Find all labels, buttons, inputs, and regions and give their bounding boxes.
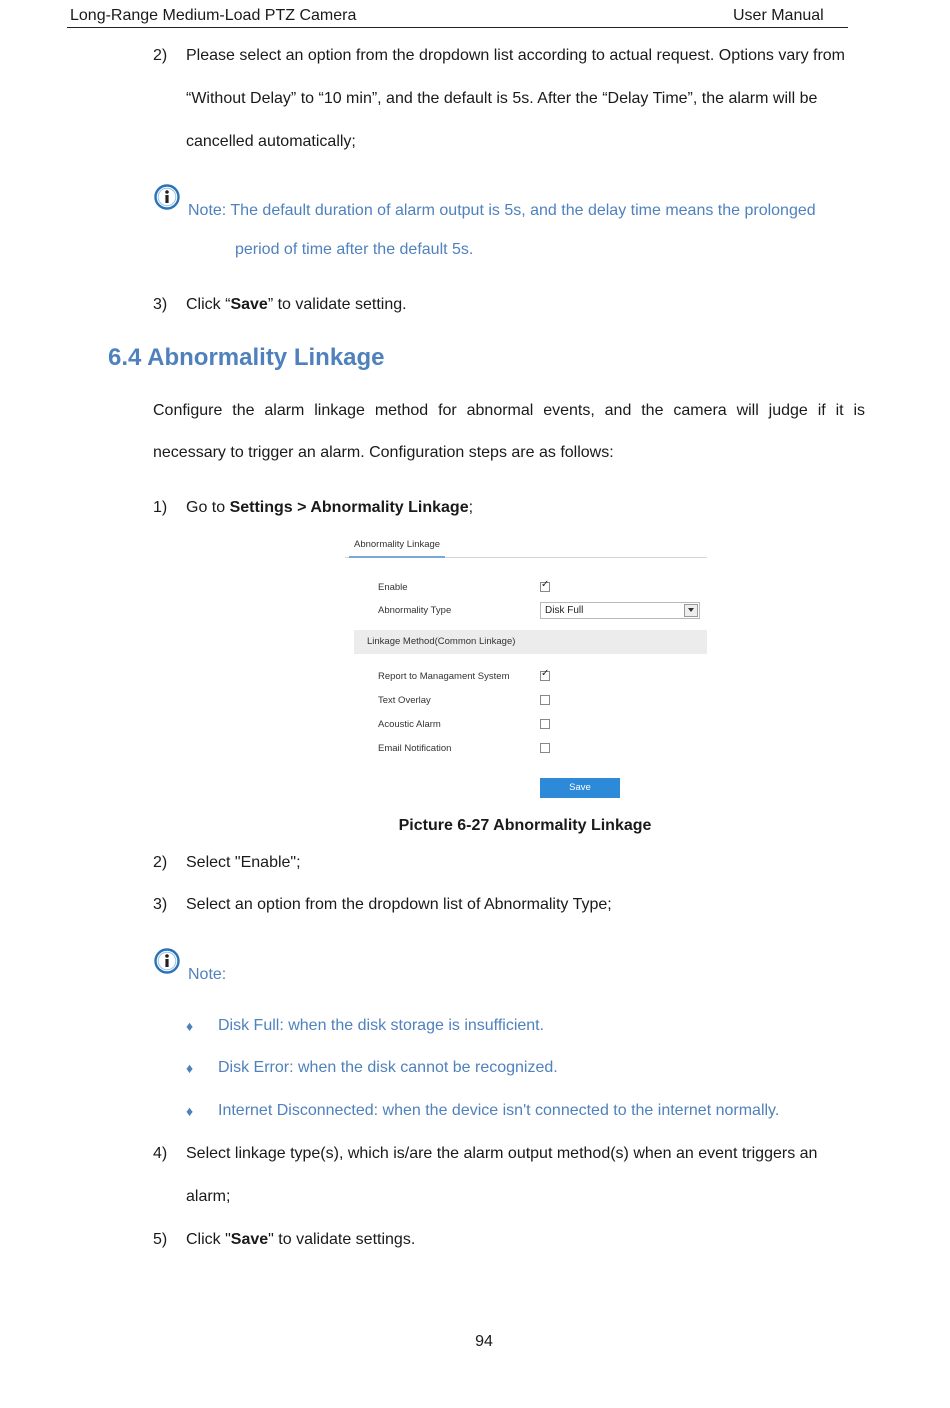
email-notification-checkbox[interactable] (540, 743, 550, 753)
option-label: Acoustic Alarm (378, 719, 441, 730)
step-text: Click “Save” to validate setting. (186, 296, 407, 313)
option-label: Email Notification (378, 743, 452, 754)
body-paragraph-line: necessary to trigger an alarm. Configuration steps are as follows: (153, 444, 614, 461)
header-manual-label: User Manual (733, 7, 824, 24)
body-paragraph-line: Configure the alarm linkage method for abnormal events, and the camera will judge if it is (153, 402, 865, 419)
dropdown-arrow-icon[interactable] (684, 604, 698, 617)
panel-tab-underline (349, 556, 445, 558)
option-label: Report to Managament System (378, 671, 510, 682)
step-text-line: Select linkage type(s), which is/are the alarm output method(s) when an event triggers an (186, 1145, 818, 1162)
note-text: period of time after the default 5s. (235, 241, 474, 258)
step-text-line: Please select an option from the dropdown list according to actual request. Options vary from (186, 47, 846, 64)
report-management-checkbox[interactable] (540, 668, 550, 681)
linkage-method-section (354, 630, 707, 654)
header-doc-title: Long-Range Medium-Load PTZ Camera (70, 7, 357, 24)
note-bullet-text: Internet Disconnected: when the device isn't connected to the internet normally. (218, 1102, 780, 1119)
abnormality-type-select[interactable] (540, 602, 700, 619)
save-keyword: Save (230, 296, 268, 313)
diamond-bullet-icon: ♦ (186, 1103, 194, 1119)
section-heading: 6.4 Abnormality Linkage (108, 344, 385, 371)
enable-checkbox[interactable] (540, 579, 550, 592)
check-icon: ✓ (541, 579, 550, 590)
figure-caption: Picture 6-27 Abnormality Linkage (398, 817, 652, 834)
step-number: 3) (153, 296, 168, 313)
acoustic-alarm-checkbox[interactable] (540, 719, 550, 729)
step-number: 2) (153, 854, 168, 871)
enable-label: Enable (378, 582, 408, 593)
option-label: Text Overlay (378, 695, 431, 706)
step-text: Click "Save" to validate settings. (186, 1231, 416, 1248)
step-number: 5) (153, 1231, 168, 1248)
diamond-bullet-icon: ♦ (186, 1060, 194, 1076)
step-number: 4) (153, 1145, 168, 1162)
step-text: Go to Settings > Abnormality Linkage; (186, 499, 474, 516)
step-text-line: alarm; (186, 1188, 231, 1205)
save-keyword: Save (230, 1231, 269, 1248)
text-overlay-checkbox[interactable] (540, 695, 550, 705)
note-bullet-text: Disk Error: when the disk cannot be recognized. (218, 1059, 558, 1076)
step-number: 2) (153, 47, 168, 64)
info-icon (154, 184, 180, 210)
step-number: 1) (153, 499, 168, 516)
selected-value: Disk Full (545, 605, 584, 616)
header-divider (67, 27, 848, 28)
step-text-line: “Without Delay” to “10 min”, and the default is 5s. After the “Delay Time”, the alarm will be (186, 90, 818, 107)
abnormality-type-label: Abnormality Type (378, 605, 452, 616)
note-text: Note: The default duration of alarm output is 5s, and the delay time means the prolonged (188, 202, 816, 219)
step-text: Select an option from the dropdown list of Abnormality Type; (186, 896, 612, 913)
page-number: 94 (475, 1333, 493, 1350)
panel-title: Abnormality Linkage (354, 539, 441, 550)
step-number: 3) (153, 896, 168, 913)
note-label: Note: (188, 966, 227, 983)
save-button[interactable]: Save (540, 778, 620, 798)
note-bullet-text: Disk Full: when the disk storage is insufficient. (218, 1017, 545, 1034)
step-text-line: cancelled automatically; (186, 133, 356, 150)
abnormality-linkage-screenshot (345, 532, 707, 802)
menu-path: Settings > Abnormality Linkage (229, 499, 469, 516)
check-icon: ✓ (541, 668, 550, 679)
diamond-bullet-icon: ♦ (186, 1018, 194, 1034)
step-text: Select "Enable"; (186, 854, 301, 871)
info-icon (154, 948, 180, 974)
linkage-method-label: Linkage Method(Common Linkage) (367, 636, 516, 647)
